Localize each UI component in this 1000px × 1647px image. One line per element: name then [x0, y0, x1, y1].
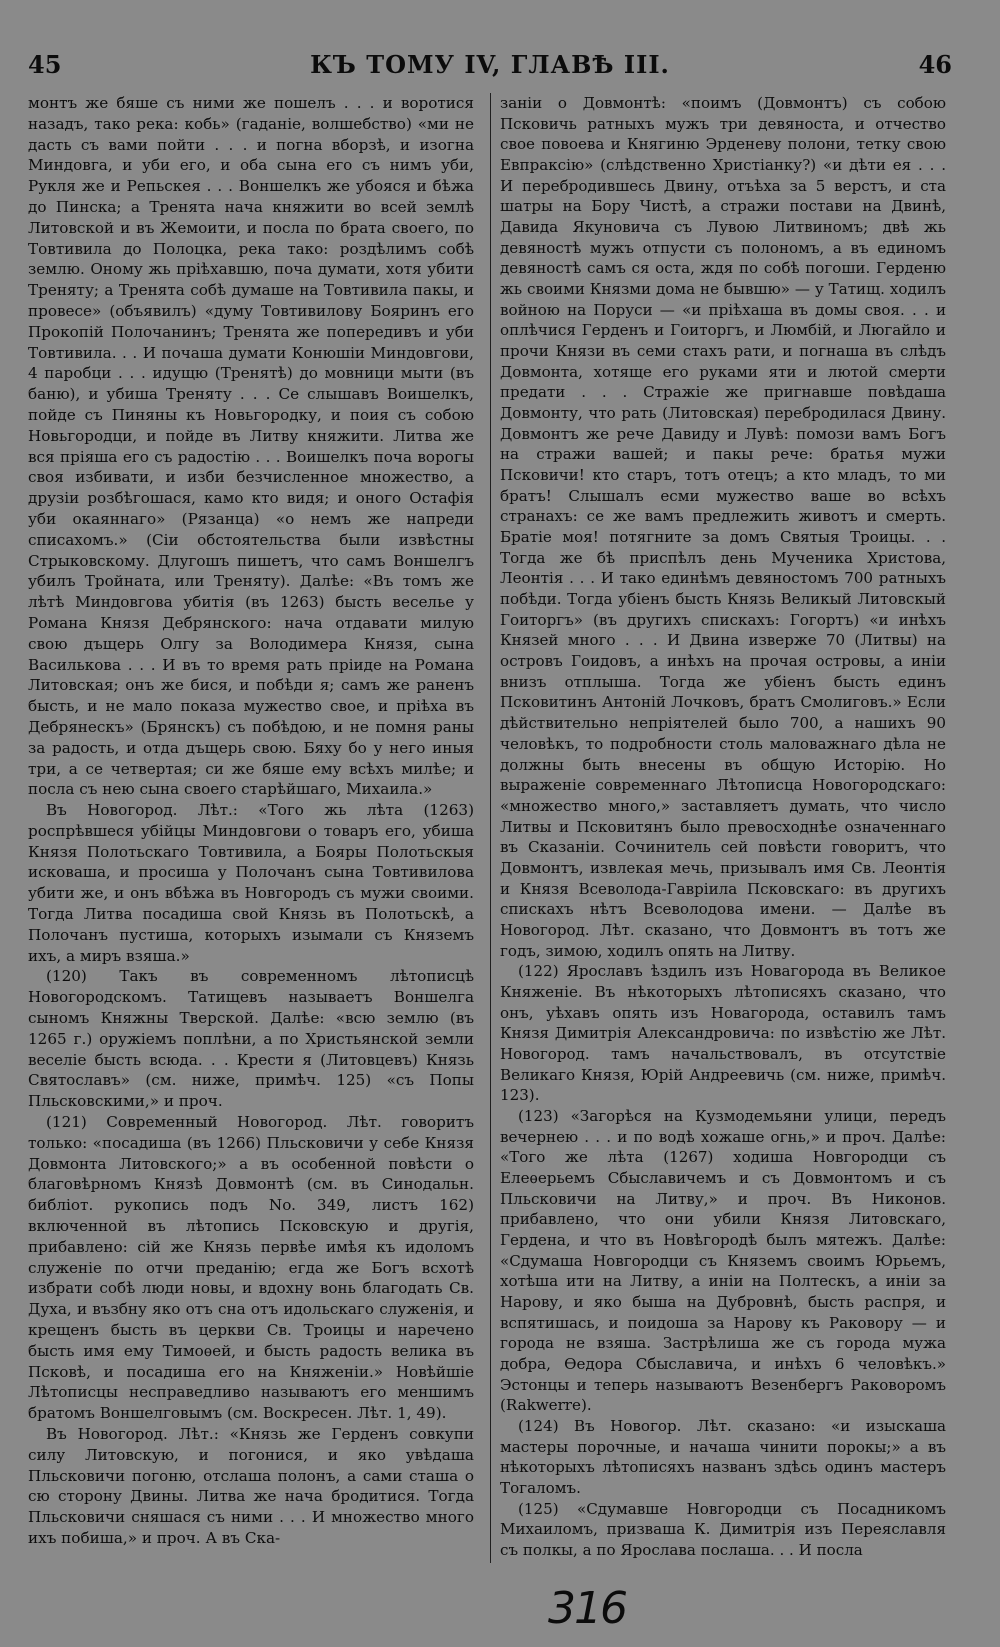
running-header: [28, 50, 952, 80]
right-paragraph-3: (123) «Загорѣся на Кузмодемьяни улици, передъ вечернею . . . и по водѣ хожаше огнь,» и проч. Далѣе: «Того же лѣта (1267) ходиша Новгородци съ Елеѳерьемъ Сбыславичемъ и съ Довмонтомъ и съ Пльсковичи на Литву,» и проч. Въ Никонов. прибавлено, что они убили Князя Литовскаго, Гердена, и что въ Новѣгородѣ былъ мятежъ. Далѣе: «Сдумаша Новгородци съ Княземъ своимъ Юрьемъ, хотѣша ити на Литву, а иніи на Полтескъ, а иніи за Нарову, и яко быша на Дубровнѣ, бысть распря, и вспятишась, и поидоша за Нарову къ Раковору — и города не взяша. Застрѣлиша же съ города мужа добра, Ѳедора Сбыславича, и инѣхъ 6 человѣкъ.» Эстонцы и теперь называютъ Везенбергъ Раковоромъ (Rakwerre).: [500, 1106, 946, 1415]
right-paragraph-5: (125) «Сдумавше Новгородци съ Посадникомъ Михаиломъ, призваша К. Димитрія изъ Переяславля съ полкы, а по Ярослава послаша. . . И посла: [500, 1499, 946, 1560]
left-paragraph-5: Въ Новогород. Лѣт.: «Князь же Герденъ совкупи силу Литовскую, и погонися, и яко увѣдаша Пльсковичи погоню, отслаша полонъ, а сами сташа о сю сторону Двины. Литва же нача бродитися. Тогда Пльсковичи сняшася съ ними . . . И множество много ихъ побиша,» и проч. А въ Ска-: [28, 1425, 474, 1547]
page-number-left: 45: [28, 50, 62, 79]
left-column: [28, 93, 474, 1549]
page-number-right: 46: [918, 50, 952, 79]
left-paragraph-3: (120) Такъ въ современномъ лѣтописцѣ Новогородскомъ. Татищевъ называетъ Воншелга сыномъ Княжны Тверской. Далѣе: «всю землю (въ 1265 г.) оружіемъ поплѣни, а по Христьянской земли веселіе бысть всюда. . . Крести я (Литовцевъ) Князь Святославъ» (см. ниже, примѣч. 125) «съ Попы Пльсковскими,» и проч.: [28, 967, 474, 1111]
left-paragraph-4: (121) Современный Новогород. Лѣт. говоритъ только: «посадиша (въ 1266) Пльсковичи у себе Князя Довмонта Литовского;» а въ особенной повѣсти о благовѣрномъ Князѣ Довмонтѣ (см. въ Синодальн. библіот. рукопись подъ No. 349, листъ 162) включенной въ лѣтопись Псковскую и другія, прибавлено: сій же Князь первѣе имѣя къ идоломъ служеніе по отчи преданію; егда же Богъ всхотѣ избрати собѣ люди новы, и вдохну вонь благодать Св. Духа, и възбну яко отъ сна отъ идольскаго служенія, и крещенъ бысть въ церкви Св. Троицы и нареченo бысть имя ему Тимоѳей, и бысть радость велика въ Псковѣ, и посадиша его на Княженіи.» Новѣйшіе Лѣтописцы несправедливо называютъ его меншимъ братомъ Воншелговымъ (см. Воскресен. Лѣт. 1, 49).: [28, 1113, 474, 1423]
right-paragraph-4: (124) Въ Новогор. Лѣт. сказано: «и изыскаша мастеры порочные, и начаша чинити порокы;» а въ нѣкоторыхъ лѣтописяхъ названъ здѣсь одинъ мастеръ Тогаломъ.: [500, 1417, 946, 1498]
left-paragraph-2: Въ Новогород. Лѣт.: «Того жь лѣта (1263) роспрѣвшеся убійцы Миндовгови о товаръ его, убиша Князя Полотьскаго Товтивила, а Бояры Полотьскыя исковаша, и просиша у Полочанъ сына Товтивилова убити же, и онъ вбѣжа въ Новгородъ съ мужи своими. Тогда Литва посадиша свой Князь въ Полотьскѣ, а Полочанъ пустиша, которыхъ изымали съ Княземъ ихъ, а миръ взяша.»: [28, 801, 474, 965]
handwritten-folio-number: 316: [548, 1583, 626, 1634]
left-paragraph-1: монтъ же бяше съ ними же пошелъ . . . и воротися назадъ, тако река: кобь» (гаданіе, волшебство) «ми не дасть съ вами пойти . . . и погна вборзѣ, и изогна Миндовга, и уби его, и оба сына его съ нимъ уби, Рукля же и Репьскея . . . Воншелкъ же убояся и бѣжа до Пинска; а Тренята нача княжити во всей землѣ Литовской и въ Жемоити, и посла по брата своего, по Товтивила до Полоцка, река тако: роздѣлимъ собѣ землю. Оному жь пріѣхавшю, поча думати, хотя убити Треняту; а Тренята собѣ думаше на Товтивила пакы, и провесе» (объявилъ) «думу Товтивилову Бояринъ его Прокопій Полочанинъ; Тренята же попередивъ и уби Товтивила. . . И почаша думати Конюшіи Миндовгови, 4 паробци . . . идущю (Тренятѣ) до мовници мыти (въ баню), и убиша Треняту . . . Се слышавъ Воишелкъ, пойде съ Пиняны къ Новьгородку, и поия съ собою Новьгородци, и пойде въ Литву княжити. Литва же вся пріяша его съ радостію . . . Воишелкъ поча ворогы своя избивати, и изби безчисленное множество, а друзіи розбѣгошася, камо кто видя; и оного Остафія уби окаяннаго» (Рязанца) «о немъ же напреди списахомъ.» (Сіи обстоятельства были извѣстны Стрыковскому. Длугошъ пишетъ, что самъ Воншелгъ убилъ Тройната, или Треняту). Далѣе: «Въ томъ же лѣтѣ Миндовгова убитія (въ 1263) бысть веселье у Романа Князя Дебрянского: нача отдавати милую свою дъщерь Олгу за Володимера Князя, сына Василькова . . . И въ то время рать пріиде на Романа Литовская; онъ же бися, и побѣди я; самъ же раненъ бысть, и не мало показа мужество свое, и пріѣха въ Дебрянескъ» (Брянскъ) съ побѣдою, и не помня раны за радость, и отда дъщерь свою. Бяху бо у него иныя три, а се четвертая; си же бяше ему всѣхъ милѣе; и посла съ нею сына своего старѣйшаго, Михаила.»: [28, 94, 474, 799]
right-paragraph-2: (122) Ярославъ ѣздилъ изъ Новагорода въ Великое Княженіе. Въ нѣкоторыхъ лѣтописяхъ сказано, что онъ, уѣхавъ опять изъ Новагорода, оставилъ тамъ Князя Димитрія Александровича: по извѣстію же Лѣт. Новогород. тамъ начальствовалъ, въ отсутствіе Великаго Князя, Юрій Андреевичь (см. ниже, примѣч. 123).: [500, 962, 946, 1105]
running-title: КЪ ТОМУ IV, ГЛАВѢ III.: [310, 50, 670, 79]
column-divider: [490, 93, 491, 1563]
right-column: [500, 93, 946, 1561]
right-paragraph-1: заніи о Довмонтѣ: «поимъ (Довмонтъ) съ собою Псковичь ратныхъ мужъ три девяноста, и отчество свое повоева и Княгиню Эрденеву полони, тетку свою Евпраксію» (слѣдственно Христіанку?) «и дѣти ея . . . И перебродившесь Двину, отъѣха за 5 верстъ, и ста шатры на Бору Чистѣ, а стражи постави на Двинѣ, Давида Якуновича съ Лувою Литвиномъ; двѣ жь девяностѣ мужъ отпусти съ полономъ, а въ единомъ девяностѣ самъ ся оста, ждя по собѣ погоши. Герденю жь своими Князми дома не бывшю» — у Татищ. ходилъ войною на Поруси — «и пріѣхаша въ домы своя. . . и оплѣчися Герденъ и Гоиторгъ, и Люмбій, и Люгайло и прочи Князи въ семи стахъ рати, и погнаша въ слѣдъ Довмонта, хотяще его руками яти и лютой смерти предати . . . Стражіе же пригнавше повѣдаша Довмонту, что рать (Литовская) перебродилася Двину. Довмонтъ же рече Давиду и Лувѣ: помози вамъ Богъ на стражи вашей; и пакы рече: братья мужи Псковичи! кто старъ, тотъ отецъ; а кто младъ, то ми братъ! Слышалъ есми мужество ваше во всѣхъ странахъ: се же вамъ предлежить животъ и смерть. Братіе моя! потягните за домъ Святыя Троицы. . . Тогда же бѣ приспѣлъ день Мученика Христова, Леонтія . . . И тако единѣмъ девяностомъ 700 ратныхъ побѣди. Тогда убіенъ бысть Князь Великый Литовскый Гоиторгъ» (въ другихъ спискахъ: Гогортъ) «и инѣхъ Князей много . . . И Двина изверже 70 (Литвы) на островъ Гоидовъ, а инѣхъ на прочая островы, а иніи внизъ отплыша. Тогда же убіенъ бысть единъ Псковитинъ Антоній Лочковъ, братъ Смолиговъ.» Если дѣйствительно непріятелей было 700, а нашихъ 90 человѣкъ, то подробности столь маловажнаго дѣла не должны быть внесены въ общую Исторію. Но выраженіе современнаго Лѣтописца Новогородскаго: «множество много,» заставляетъ думать, что число Литвы и Псковитянъ было превосходнѣе означеннаго въ Сказаніи. Сочинитель сей повѣсти говоритъ, что Довмонтъ, извлекая мечь, призывалъ имя Св. Леонтія и Князя Всеволода-Гавріила Псковскаго: въ другихъ спискахъ нѣтъ Всеволодова имени. — Далѣе въ Новогород. Лѣт. сказано, что Довмонтъ въ тотъ же годъ, зимою, ходилъ опять на Литву.: [500, 94, 946, 960]
